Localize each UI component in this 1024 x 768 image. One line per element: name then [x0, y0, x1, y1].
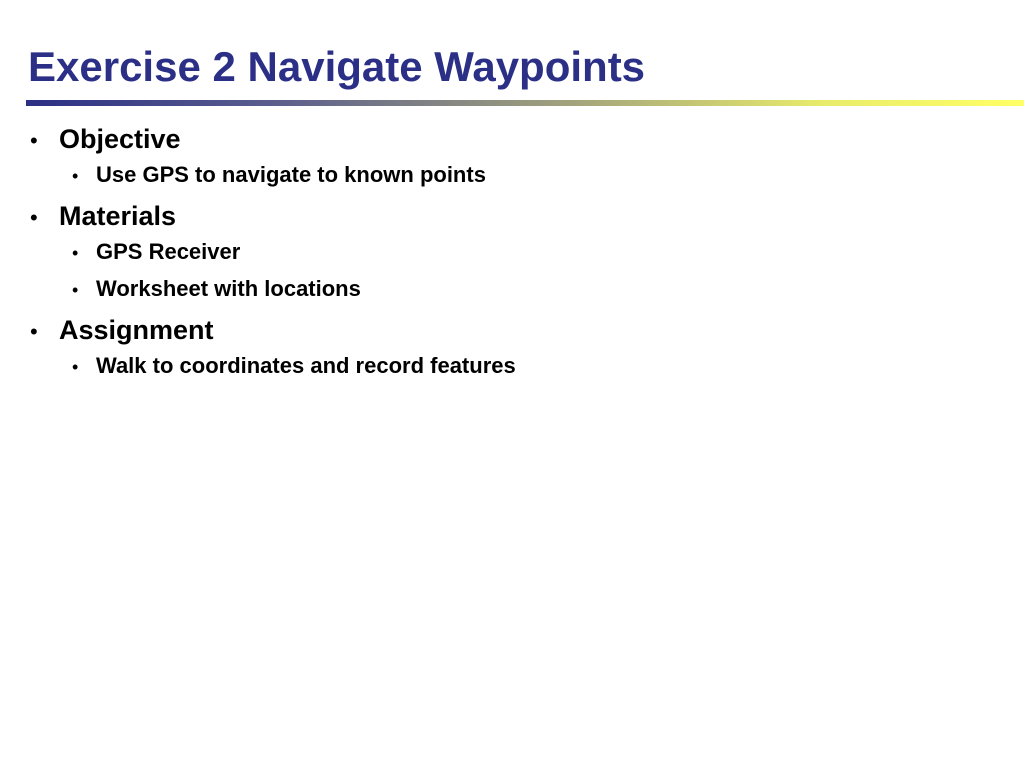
bullet-icon: •	[72, 243, 79, 263]
list-item	[72, 162, 516, 199]
section-assignment	[30, 315, 516, 390]
slide-title: Exercise 2 Navigate Waypoints	[28, 43, 646, 90]
list-item-text: GPS Receiver	[96, 239, 241, 264]
section-materials	[30, 201, 516, 313]
bullet-icon: •	[72, 166, 79, 186]
title-underline-rule	[26, 100, 1024, 106]
section-objective	[30, 124, 516, 199]
bullet-icon: •	[30, 319, 38, 344]
list-item	[72, 353, 516, 390]
bullet-icon: •	[72, 357, 79, 377]
bullet-list	[30, 124, 516, 392]
sub-list	[30, 239, 516, 313]
section-heading: Materials	[59, 201, 177, 231]
section-heading: Objective	[59, 124, 181, 154]
bullet-icon: •	[30, 205, 38, 230]
list-item	[72, 239, 516, 276]
bullet-icon: •	[72, 280, 79, 300]
list-item-text: Worksheet with locations	[96, 276, 361, 301]
list-item-text: Use GPS to navigate to known points	[96, 162, 486, 187]
list-item-text: Walk to coordinates and record features	[96, 353, 516, 378]
list-item	[72, 276, 516, 313]
sub-list	[30, 162, 516, 199]
sub-list	[30, 353, 516, 390]
section-heading: Assignment	[59, 315, 214, 345]
bullet-icon: •	[30, 128, 38, 153]
